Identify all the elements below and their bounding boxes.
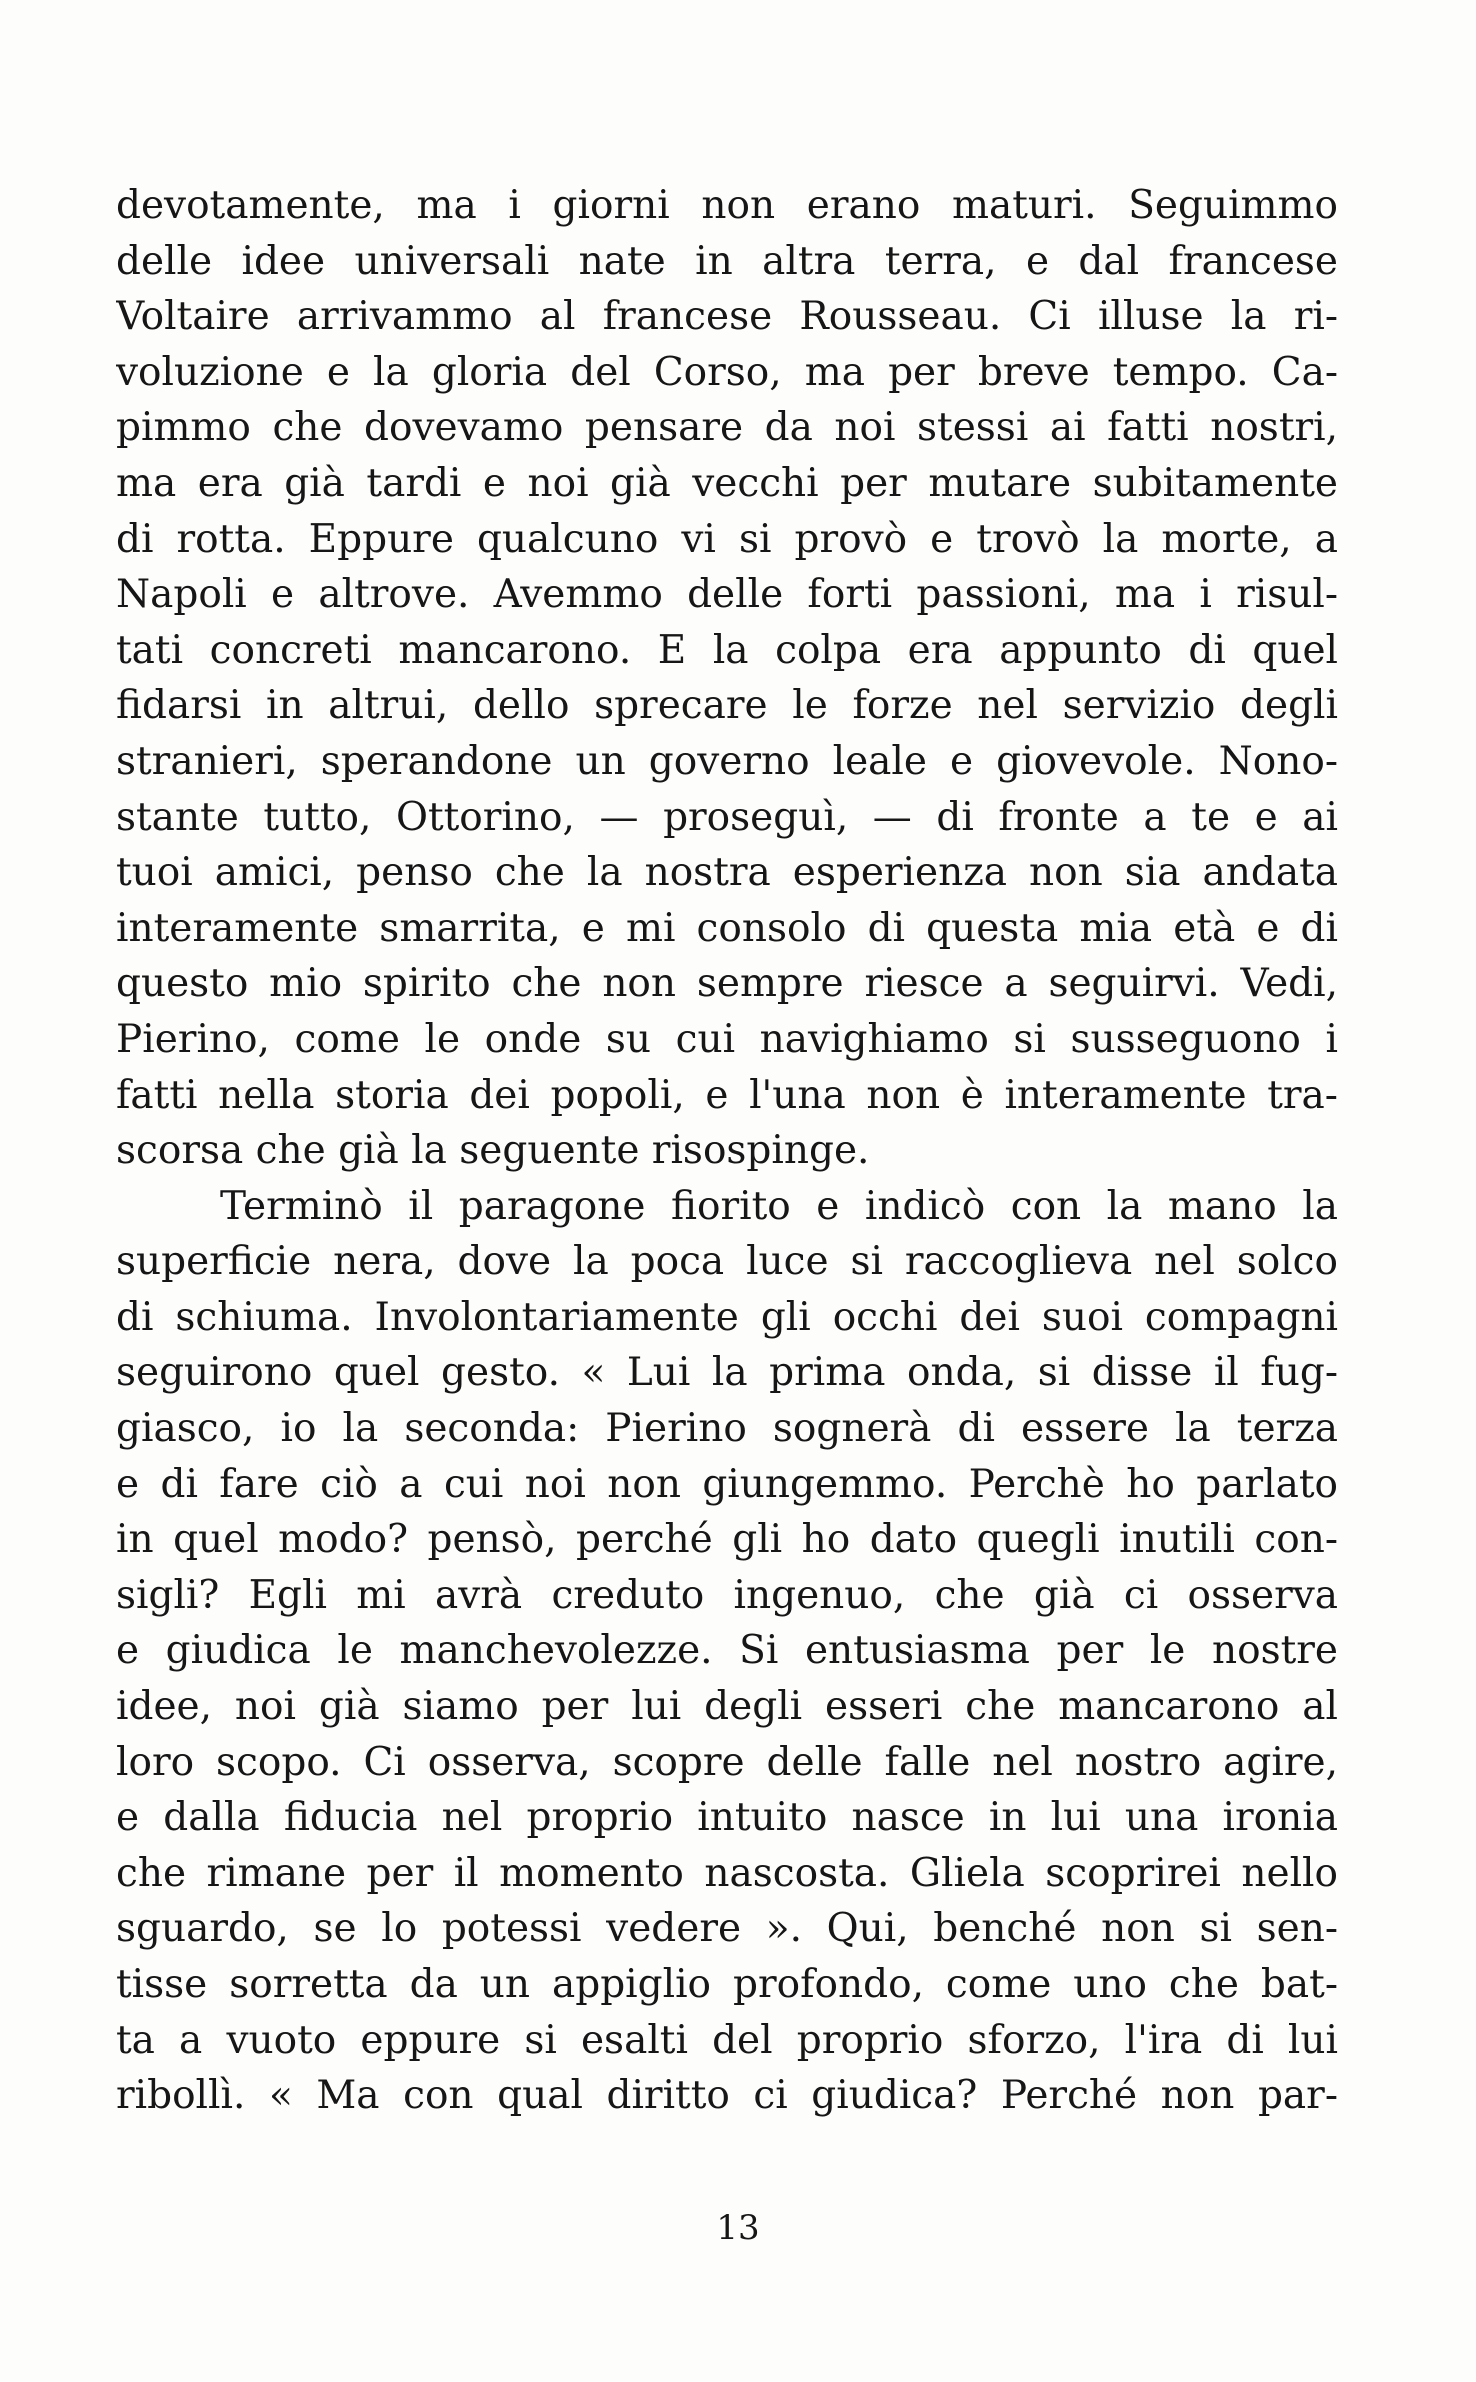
- text-line: tuoi amici, penso che la nostra esperienza non sia andata: [116, 850, 1338, 896]
- text-line: voluzione e la gloria del Corso, ma per breve tempo. Ca-: [116, 349, 1338, 395]
- text-line: e dalla fiducia nel proprio intuito nasce in lui una ironia: [116, 1795, 1338, 1841]
- text-line: di rotta. Eppure qualcuno vi si provò e trovò la morte, a: [116, 516, 1338, 562]
- text-line: Napoli e altrove. Avemmo delle forti passioni, ma i risul-: [116, 572, 1338, 618]
- text-line: seguirono quel gesto. « Lui la prima onda, si disse il fug-: [116, 1350, 1338, 1396]
- text-line: ribollì. « Ma con qual diritto ci giudica? Perché non par-: [116, 2073, 1338, 2119]
- text-line: in quel modo? pensò, perché gli ho dato quegli inutili con-: [116, 1517, 1338, 1563]
- text-line: idee, noi già siamo per lui degli esseri che mancarono al: [116, 1684, 1338, 1730]
- text-line: devotamente, ma i giorni non erano maturi. Seguimmo: [116, 183, 1338, 228]
- paragraph-start-line: Terminò il paragone fiorito e indicò con la mano la: [220, 1183, 1338, 1229]
- text-line: di schiuma. Involontariamente gli occhi dei suoi compagni: [116, 1294, 1338, 1340]
- text-line: ma era già tardi e noi già vecchi per mutare subitamente: [116, 460, 1338, 506]
- text-line: ta a vuoto eppure si esalti del proprio sforzo, l'ira di lui: [116, 2017, 1338, 2063]
- text-line: interamente smarrita, e mi consolo di questa mia età e di: [116, 905, 1338, 951]
- text-line: fidarsi in altrui, dello sprecare le forze nel servizio degli: [116, 683, 1338, 729]
- text-line: giasco, io la seconda: Pierino sognerà di essere la terza: [116, 1406, 1338, 1452]
- body-text: [116, 178, 1338, 2124]
- text-line: sguardo, se lo potessi vedere ». Qui, benché non si sen-: [116, 1906, 1338, 1952]
- text-line: pimmo che dovevamo pensare da noi stessi ai fatti nostri,: [116, 405, 1338, 451]
- text-line: che rimane per il momento nascosta. Gliela scoprirei nello: [116, 1850, 1338, 1896]
- text-line: tati concreti mancarono. E la colpa era appunto di quel: [116, 627, 1338, 673]
- paragraph-end-line: scorsa che già la seguente risospinge.: [116, 1128, 870, 1174]
- text-line: tisse sorretta da un appiglio profondo, come uno che bat-: [116, 1962, 1338, 2007]
- text-line: loro scopo. Ci osserva, scopre delle falle nel nostro agire,: [116, 1739, 1338, 1785]
- text-line: Voltaire arrivammo al francese Rousseau. Ci illuse la ri-: [116, 294, 1338, 340]
- text-line: stante tutto, Ottorino, — proseguì, — di fronte a te e ai: [116, 794, 1338, 840]
- text-line: delle idee universali nate in altra terra, e dal francese: [116, 238, 1338, 284]
- text-line: superficie nera, dove la poca luce si raccoglieva nel solco: [116, 1239, 1338, 1285]
- text-line: stranieri, sperandone un governo leale e giovevole. Nono-: [116, 738, 1338, 784]
- text-line: e di fare ciò a cui noi non giungemmo. Perchè ho parlato: [116, 1461, 1338, 1507]
- text-line: sigli? Egli mi avrà creduto ingenuo, che già ci osserva: [116, 1572, 1338, 1618]
- text-line: fatti nella storia dei popoli, e l'una non è interamente tra-: [116, 1072, 1338, 1118]
- page-number: 13: [716, 2208, 760, 2248]
- text-line: questo mio spirito che non sempre riesce a seguirvi. Vedi,: [116, 961, 1338, 1007]
- text-line: Pierino, come le onde su cui navighiamo si susseguono i: [116, 1016, 1338, 1062]
- text-line: e giudica le manchevolezze. Si entusiasma per le nostre: [116, 1628, 1338, 1674]
